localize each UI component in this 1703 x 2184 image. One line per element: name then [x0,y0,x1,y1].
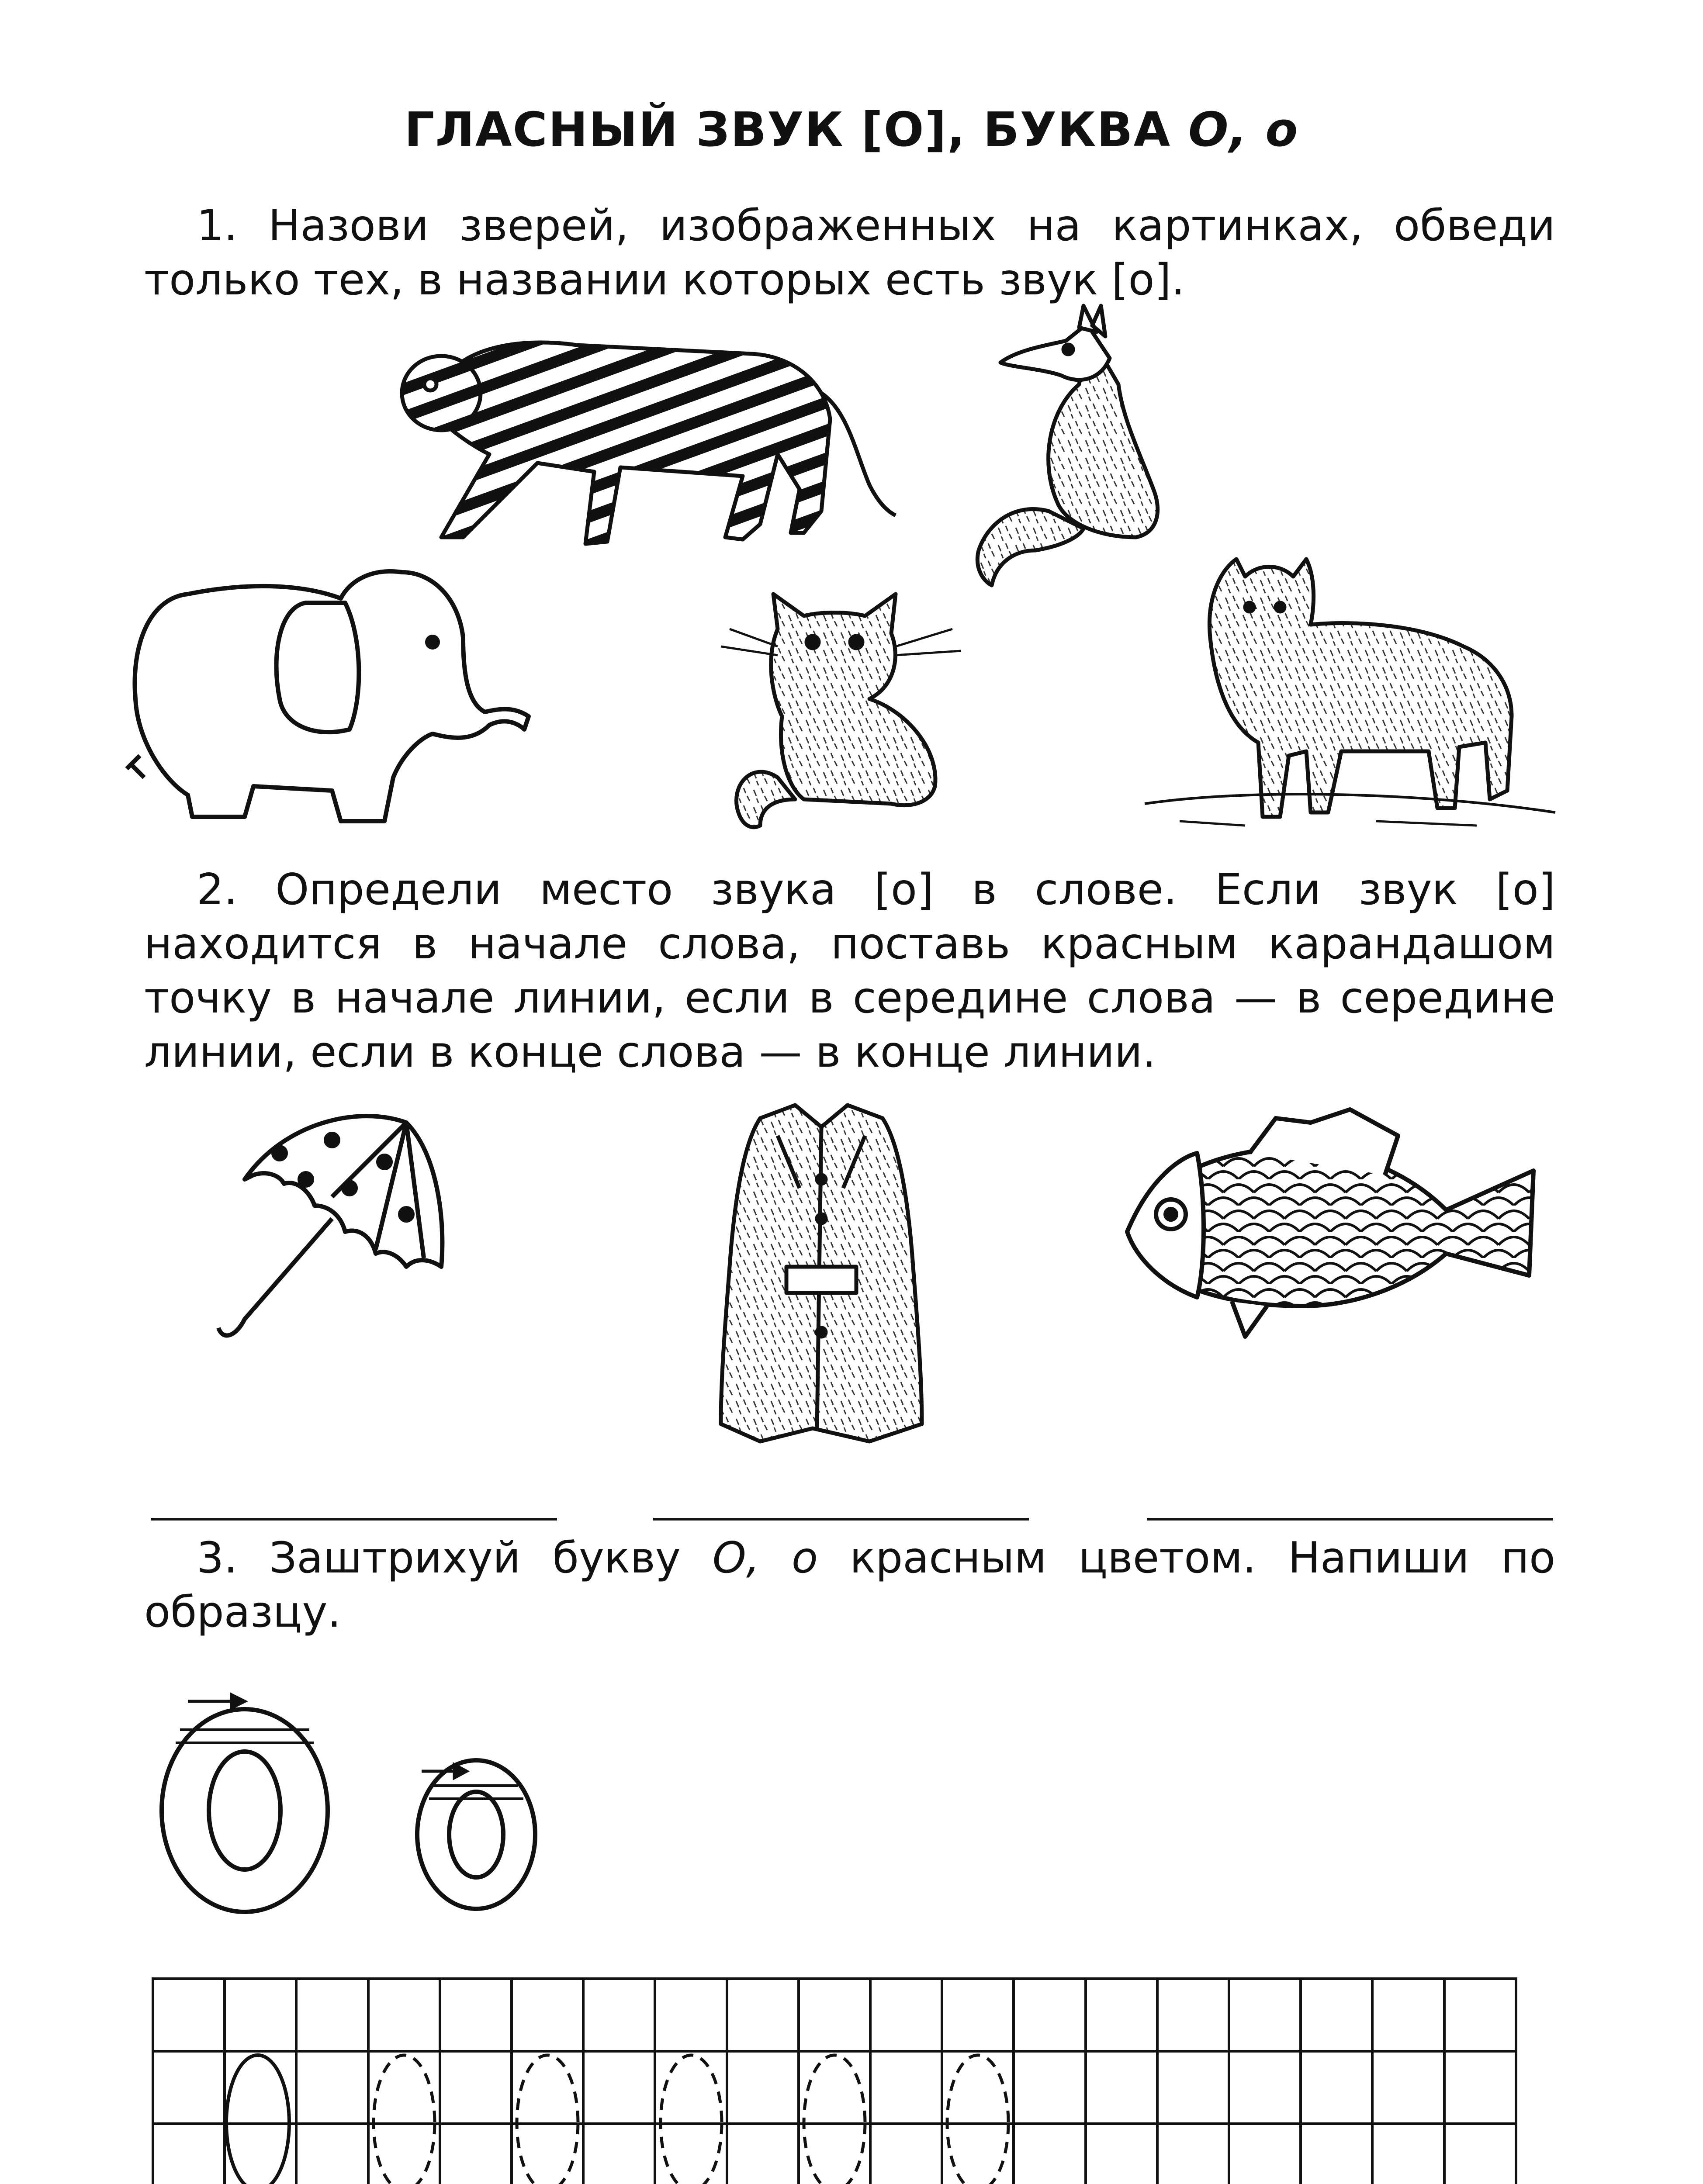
fish-picture[interactable] [1127,1109,1533,1337]
wolf-picture[interactable] [1145,559,1555,826]
outline-letters[interactable] [162,1709,535,1912]
cat-picture[interactable] [721,594,961,827]
coat-picture[interactable] [721,1105,922,1441]
task-3-letter: О, о [712,1533,818,1583]
umbrella-picture[interactable] [218,1116,442,1335]
arrow-icon [188,1695,467,1778]
task-1-text: 1. Назови зверей, изображенных на картинках, обведи только тех, в названии которых есть звук [о]. [144,201,1555,305]
writing-grid[interactable] [153,1979,1516,2184]
sample-letters [226,2055,289,2184]
tiger-picture[interactable] [402,342,896,544]
stroke-guides [176,1730,523,1799]
fox-picture[interactable] [977,306,1157,585]
task-2-text: 2. Определи место звука [о] в слове. Если звук [о] находится в начале слова, поставь красным карандашом точку в начале линии, если в середине слова — в середине линии, если в конце слова — в конце линии. [144,865,1555,1077]
elephant-picture[interactable] [127,571,529,821]
trace-letters[interactable] [374,2055,1008,2184]
page-title: ГЛАСНЫЙ ЗВУК [О], БУКВА О, о [404,103,1299,157]
title-letter: О, о [1188,103,1299,157]
task-3-text: 3. Заштрихуй букву О, о красным цветом. Напиши по образцу. [144,1533,1555,1637]
